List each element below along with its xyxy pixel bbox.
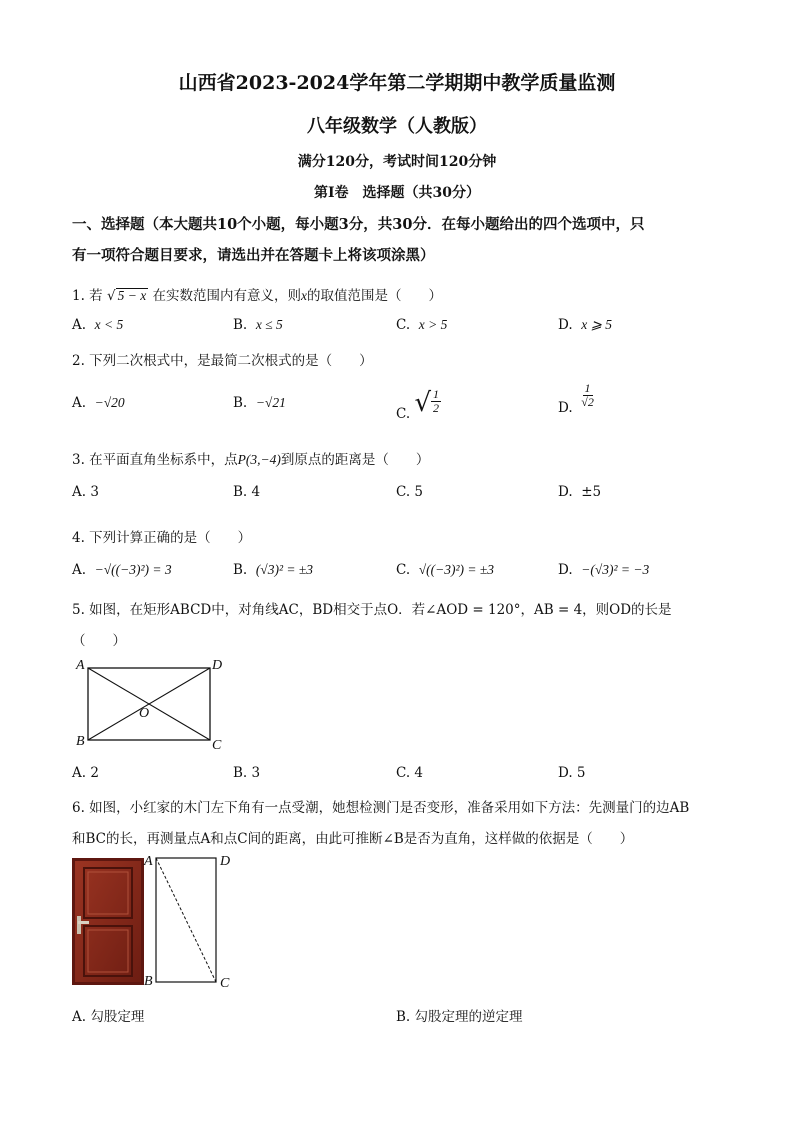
q5-option-d: D. 5 xyxy=(558,765,586,781)
q6-option-a: A. 勾股定理 xyxy=(72,1009,145,1025)
question-4: 4. 下列计算正确的是（ ） xyxy=(72,530,252,546)
q2-option-c: C. √ $\frac{1}{2}$ xyxy=(396,386,440,422)
q5-rectangle-figure xyxy=(76,658,226,758)
part-title: 第Ⅰ卷 选择题（共30分） xyxy=(313,185,481,201)
q1-mid: 在实数范围内有意义，则 xyxy=(152,288,301,304)
q6-option-b: B. 勾股定理的逆定理 xyxy=(396,1009,523,1025)
door-handle-plate xyxy=(77,916,81,934)
q6-label-a: A xyxy=(144,854,153,869)
q5-option-c: C. 4 xyxy=(396,765,424,781)
q5-label-b: B xyxy=(76,734,85,749)
q6-label-d: D xyxy=(220,854,231,869)
q1-tail: 的取值范围是（ ） xyxy=(306,288,442,304)
q5-option-b: B. 3 xyxy=(233,765,261,781)
door-handle xyxy=(78,921,89,924)
q3-option-d: D. ±5 xyxy=(558,484,602,500)
q3-option-b: B. 4 xyxy=(233,484,261,500)
q4-option-c: C. √((−3)²) = ±3 xyxy=(396,562,495,578)
section-instruction-line2: 有一项符合题目要求，请选出并在答题卡上将该项涂黑） xyxy=(72,247,435,264)
q1-prefix: 1. 若 xyxy=(72,288,103,304)
q1-radical: √ 5 − x xyxy=(106,288,147,304)
question-2: 2. 下列二次根式中，是最简二次根式的是（ ） xyxy=(72,353,373,369)
q1-option-d: D. x ⩾ 5 xyxy=(558,317,613,333)
section-instruction-line1: 一、选择题（本大题共10个小题，每小题3分，共30分．在每小题给出的四个选项中，只 xyxy=(72,216,645,233)
q6-door-diagram xyxy=(142,854,236,994)
q5-figure-svg xyxy=(76,658,226,758)
question-1 xyxy=(72,284,442,304)
q5-label-d: D xyxy=(212,658,223,673)
q4-option-b: B. (√3)² = ±3 xyxy=(233,562,314,578)
q6-diagonal-ac xyxy=(156,858,216,982)
exam-title: 山西省2023-2024学年第二学期期中教学质量监测 xyxy=(178,72,616,94)
q5-label-c: C xyxy=(212,738,222,753)
q2-option-a: A. −√20 xyxy=(72,395,125,411)
q4-option-a: A. −√((−3)²) = 3 xyxy=(72,562,172,578)
q2-option-d: D. $\frac{1}{√2}$ xyxy=(558,381,594,417)
q3-option-c: C. 5 xyxy=(396,484,424,500)
q1-radicand: 5 − x xyxy=(117,288,147,303)
q6-figure-svg xyxy=(142,854,236,994)
q5-option-a: A. 2 xyxy=(72,765,99,781)
door-svg xyxy=(72,858,144,985)
door-image xyxy=(72,858,144,985)
question-6-line2: 和BC的长，再测量点A和点C间的距离，由此可推断∠B是否为直角，这样做的依据是（ ） xyxy=(72,831,634,847)
question-3: 3. 在平面直角坐标系中，点P(3,−4)到原点的距离是（ ） xyxy=(72,452,430,468)
q5-label-o: O xyxy=(139,706,150,721)
q1-var: x xyxy=(300,288,307,303)
q2-option-b: B. −√21 xyxy=(233,395,286,411)
q4-option-d: D. −(√3)² = −3 xyxy=(558,562,650,578)
question-6-line1: 6. 如图，小红家的木门左下角有一点受潮，她想检测门是否变形，准备采用如下方法：先测量门的边AB xyxy=(72,800,690,816)
q6-label-b: B xyxy=(144,974,153,989)
q1-option-c: C. x > 5 xyxy=(396,317,448,333)
q3-option-a: A. 3 xyxy=(72,484,99,500)
q6-label-c: C xyxy=(220,976,230,991)
q1-option-b: B. x ≤ 5 xyxy=(233,317,283,333)
question-5-line2: （ ） xyxy=(72,633,126,649)
question-5-line1: 5. 如图，在矩形ABCD中，对角线AC，BD相交于点O．若∠AOD = 120°，AB = 4，则OD的长是 xyxy=(72,602,672,618)
q5-label-a: A xyxy=(76,658,85,673)
exam-subtitle: 八年级数学（人教版） xyxy=(307,116,487,137)
q1-option-a: A. x < 5 xyxy=(72,317,124,333)
exam-info: 满分120分，考试时间120分钟 xyxy=(297,154,497,170)
